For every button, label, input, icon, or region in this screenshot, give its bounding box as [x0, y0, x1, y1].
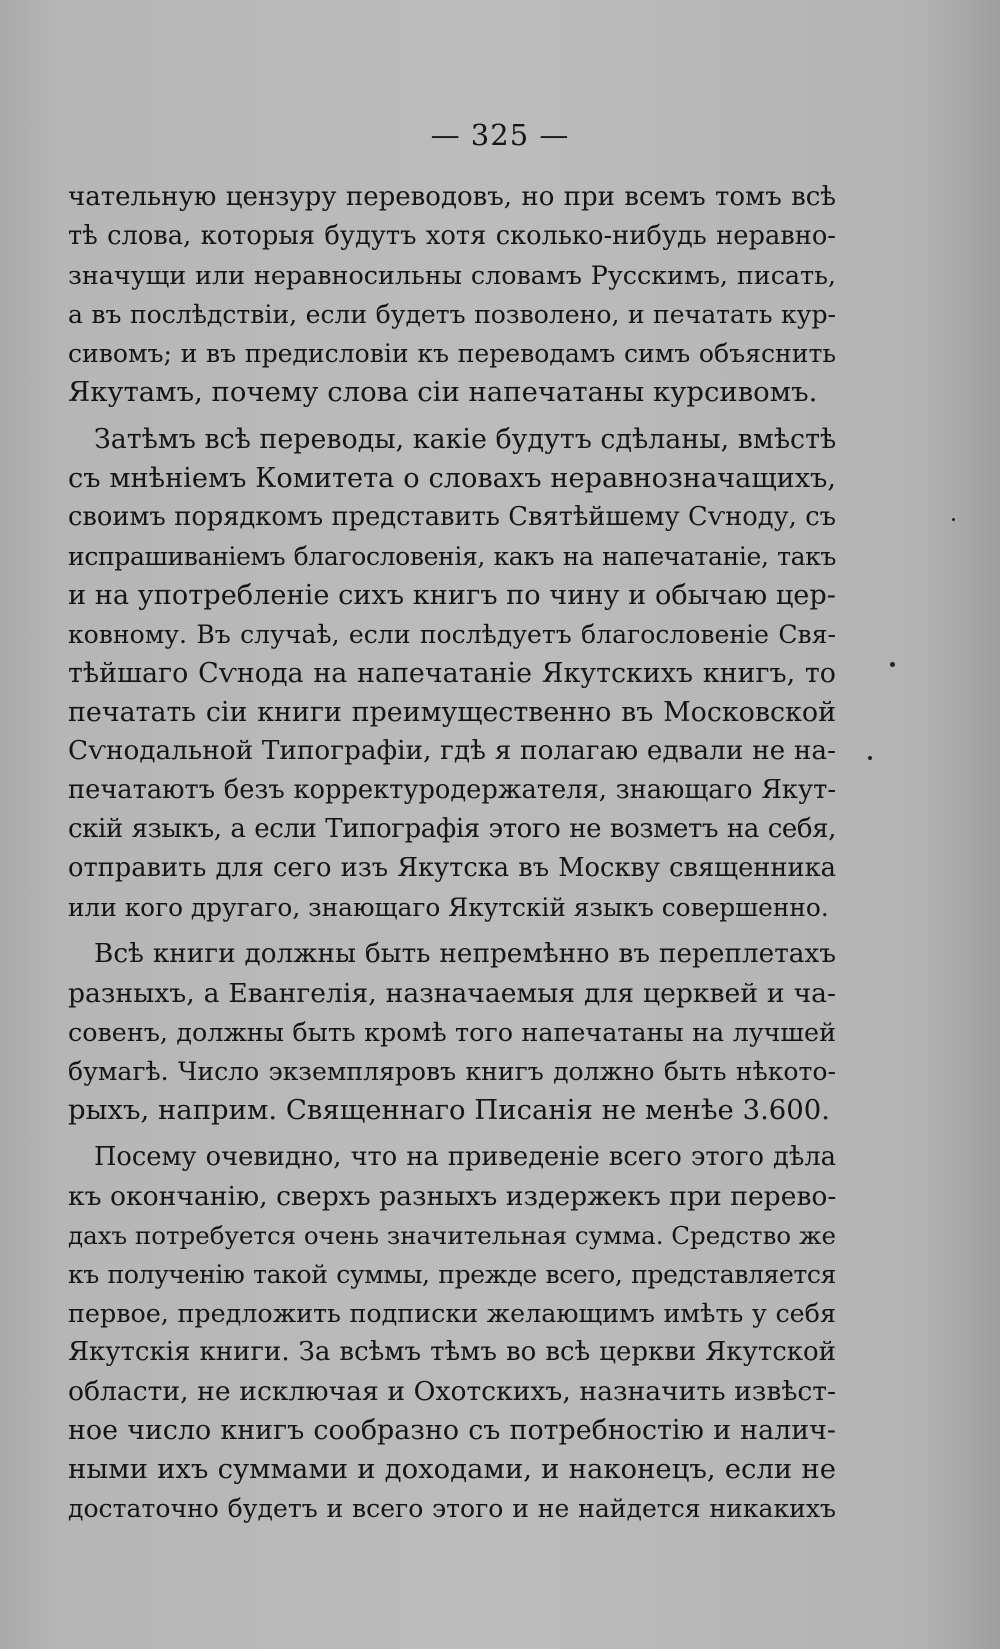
text-line: къ окончанію, сверхъ разныхъ издержекъ при перево- [68, 1181, 837, 1212]
text-line: достаточно будетъ и всего этого и не найдется никакихъ [68, 1494, 836, 1523]
text-line: ное число книгъ сообразно съ потребностію и налич- [68, 1415, 836, 1446]
text-line: тѣйшаго Сѵнода на напечатаніе Якутскихъ книгъ, то [68, 658, 836, 689]
text-line: Всѣ книги должны быть непремѣнно въ переплетахъ [94, 939, 836, 969]
text-line: съ мнѣніемъ Комитета о словахъ неравнозначащихъ, [68, 463, 836, 494]
text-line: и на употребленіе сихъ книгъ по чину и обычаю цер- [68, 580, 836, 611]
text-line: сивомъ; и въ предисловіи къ переводамъ симъ объяснить [68, 339, 836, 368]
text-line: рыхъ, наприм. Священнаго Писанія не менѣе 3.600. [68, 1094, 831, 1126]
text-line: тѣ слова, которыя будутъ хотя сколько-нибудь неравно- [68, 221, 836, 251]
print-speck [868, 756, 872, 760]
text-line: отправить для сего изъ Якутска въ Москву священника [68, 853, 836, 883]
paragraph-gap [68, 1130, 836, 1138]
text-line: бумагѣ. Число экземпляровъ книгъ должно быть нѣкото- [68, 1057, 836, 1086]
text-line: области, не исключая и Охотскихъ, назначить извѣст- [68, 1376, 836, 1407]
text-line: Сѵнодальной Типографіи, гдѣ я полагаю едвали не на- [68, 736, 836, 766]
text-line: значущи или неравносильны словамъ Русскимъ, писать, [68, 260, 836, 290]
text-line: дахъ потребуется очень значительная сумма. Средство же [68, 1221, 836, 1250]
paragraph-gap [68, 412, 836, 420]
text-line: своимъ порядкомъ представить Святѣйшему Сѵноду, съ [68, 502, 836, 532]
text-line: къ полученію такой суммы, прежде всего, представляется [68, 1260, 836, 1289]
text-line: испрашиваніемъ благословенія, какъ на напечатаніе, такъ [68, 542, 836, 571]
text-line: ковному. Въ случаѣ, если послѣдуетъ благословеніе Свя- [68, 620, 836, 649]
text-line: разныхъ, а Евангелія, назначаемыя для церквей и ча- [68, 978, 836, 1009]
text-line: скій языкъ, а если Типографія этого не возметъ на себя, [68, 814, 836, 844]
text-line: первое, предложить подписки желающимъ имѣть у себя [68, 1298, 836, 1328]
text-line: а въ послѣдствіи, если будетъ позволено, и печатать кур- [68, 300, 836, 329]
paragraph-gap [68, 927, 836, 935]
text-line: печатаютъ безъ корректуродержателя, знающаго Якут- [68, 775, 836, 805]
text-line: совенъ, должны быть кромѣ того напечатаны на лучшей [68, 1017, 836, 1047]
text-line: или кого другаго, знающаго Якутскій языкъ совершенно. [68, 893, 829, 922]
print-speck [890, 662, 895, 667]
body-text [68, 178, 836, 1528]
text-line: чательную цензуру переводовъ, но при всемъ томъ всѣ [68, 182, 836, 212]
text-line: ными ихъ суммами и доходами, и наконецъ, если не [68, 1453, 836, 1485]
text-line: печатать сіи книги преимущественно въ Московской [68, 697, 836, 728]
page-number: — 325 — [430, 118, 570, 152]
text-line: Якутамъ, почему слова сіи напечатаны курсивомъ. [68, 376, 818, 408]
text-line: Затѣмъ всѣ переводы, какіе будутъ сдѣланы, вмѣстѣ [94, 424, 837, 455]
print-speck [952, 518, 955, 521]
text-line: Якутскія книги. За всѣмъ тѣмъ во всѣ церкви Якутской [68, 1337, 836, 1367]
text-line: Посему очевидно, что на приведеніе всего этого дѣла [94, 1142, 836, 1172]
